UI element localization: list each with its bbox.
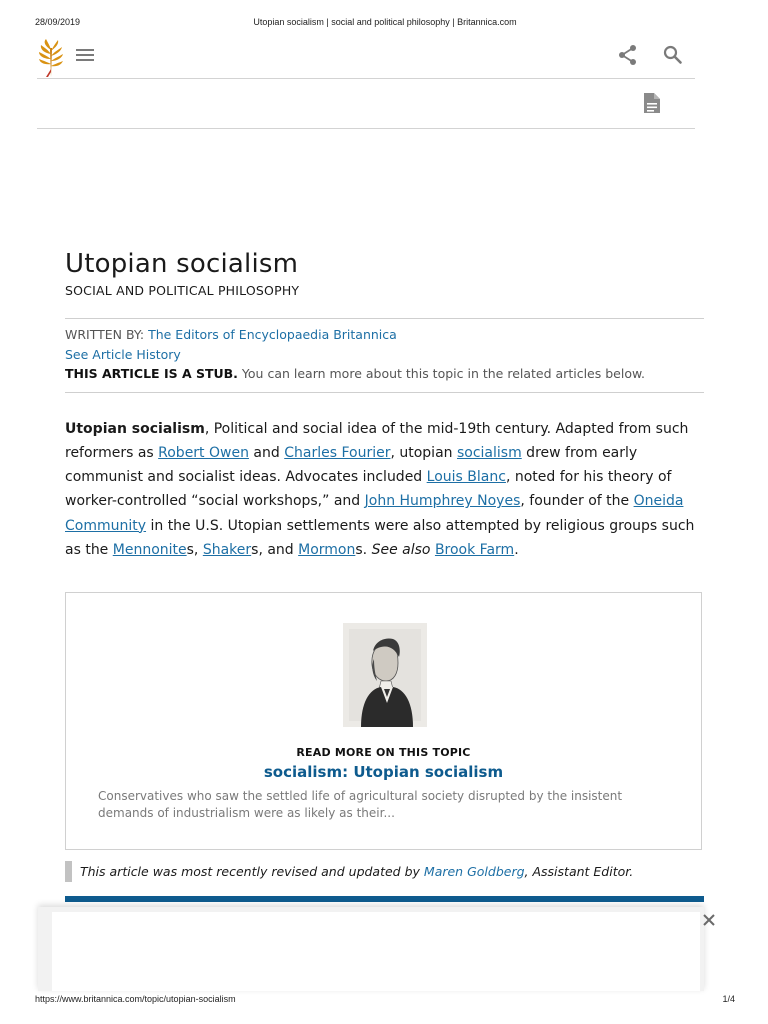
- body-text: drew from early communist and socialist ideas. Advocates included: [65, 444, 638, 486]
- ad-slot[interactable]: [52, 912, 700, 991]
- body-text: and: [248, 444, 285, 461]
- accent-bar: [65, 896, 704, 902]
- see-also-label: See also: [371, 541, 431, 558]
- britannica-logo[interactable]: [37, 38, 65, 78]
- stub-label: THIS ARTICLE IS A STUB.: [65, 366, 238, 381]
- body-text: , utopian: [390, 444, 457, 461]
- body-text: in the U.S. Utopian settlements were also attempted by religious groups such as the: [65, 517, 695, 558]
- print-page-number: 1/4: [722, 994, 735, 1004]
- editor-role: , Assistant Editor.: [524, 864, 634, 879]
- term-heading: Utopian socialism: [65, 420, 205, 437]
- print-date: 28/09/2019: [35, 17, 81, 27]
- body-text: .: [514, 541, 519, 558]
- article-body: [65, 417, 704, 563]
- page-subtitle: SOCIAL AND POLITICAL PHILOSOPHY: [65, 283, 300, 298]
- read-more-label: READ MORE ON THIS TOPIC: [296, 746, 471, 759]
- read-more-description: Conservatives who saw the settled life of agricultural society disrupted by the insistent demands of industrialism were as likely as their...: [98, 789, 623, 820]
- body-text: s,: [186, 541, 203, 558]
- page-title: Utopian socialism: [65, 249, 299, 279]
- secondary-toolbar: [37, 79, 695, 129]
- print-page-title: Utopian socialism | social and political philosophy | Britannica.com: [253, 17, 517, 27]
- share-icon[interactable]: [617, 44, 639, 66]
- editor-link[interactable]: Maren Goldberg: [423, 864, 525, 879]
- stub-text: You can learn more about this topic in the related articles below.: [241, 366, 646, 381]
- article-meta: [65, 325, 704, 384]
- body-text: s, and: [251, 541, 299, 558]
- body-text: , Political and social idea of the mid-19th century. Adapted from such reformers as: [65, 420, 689, 461]
- link-mormon[interactable]: Mormon: [298, 541, 356, 558]
- body-text: , noted for his theory of worker-controlled “social workshops,” and: [65, 469, 672, 510]
- portrait-image: [343, 623, 427, 727]
- link-john-humphrey-noyes[interactable]: John Humphrey Noyes: [364, 493, 521, 510]
- top-navigation-bar: [37, 34, 695, 79]
- hamburger-menu-icon[interactable]: [76, 49, 94, 63]
- search-icon[interactable]: [662, 44, 684, 66]
- link-robert-owen[interactable]: Robert Owen: [158, 444, 249, 461]
- article-history-link[interactable]: See Article History: [65, 346, 181, 362]
- read-more-link[interactable]: socialism: Utopian socialism: [263, 763, 504, 781]
- link-brook-farm[interactable]: Brook Farm: [434, 541, 515, 558]
- print-footer: [35, 994, 735, 1006]
- print-url: https://www.britannica.com/topic/utopian-socialism: [35, 994, 236, 1004]
- link-louis-blanc[interactable]: Louis Blanc: [426, 469, 506, 486]
- divider: [65, 392, 704, 393]
- print-header: [35, 17, 735, 31]
- divider: [65, 318, 704, 319]
- body-text: s.: [355, 541, 372, 558]
- ad-overlay: [38, 907, 704, 991]
- link-socialism[interactable]: socialism: [456, 444, 522, 461]
- revision-text: This article was most recently revised and updated by: [80, 864, 424, 879]
- revision-note: [65, 861, 704, 882]
- read-more-card[interactable]: [65, 592, 702, 850]
- author-link[interactable]: The Editors of Encyclopaedia Britannica: [148, 327, 397, 342]
- link-shaker[interactable]: Shaker: [202, 541, 252, 558]
- document-icon[interactable]: [643, 92, 661, 114]
- close-icon[interactable]: [700, 911, 718, 929]
- written-by-label: WRITTEN BY:: [65, 327, 145, 342]
- link-oneida-community[interactable]: Oneida Community: [65, 493, 684, 534]
- body-text: , founder of the: [520, 493, 634, 510]
- link-mennonite[interactable]: Mennonite: [112, 541, 187, 558]
- link-charles-fourier[interactable]: Charles Fourier: [284, 444, 391, 461]
- article-content: [65, 246, 704, 562]
